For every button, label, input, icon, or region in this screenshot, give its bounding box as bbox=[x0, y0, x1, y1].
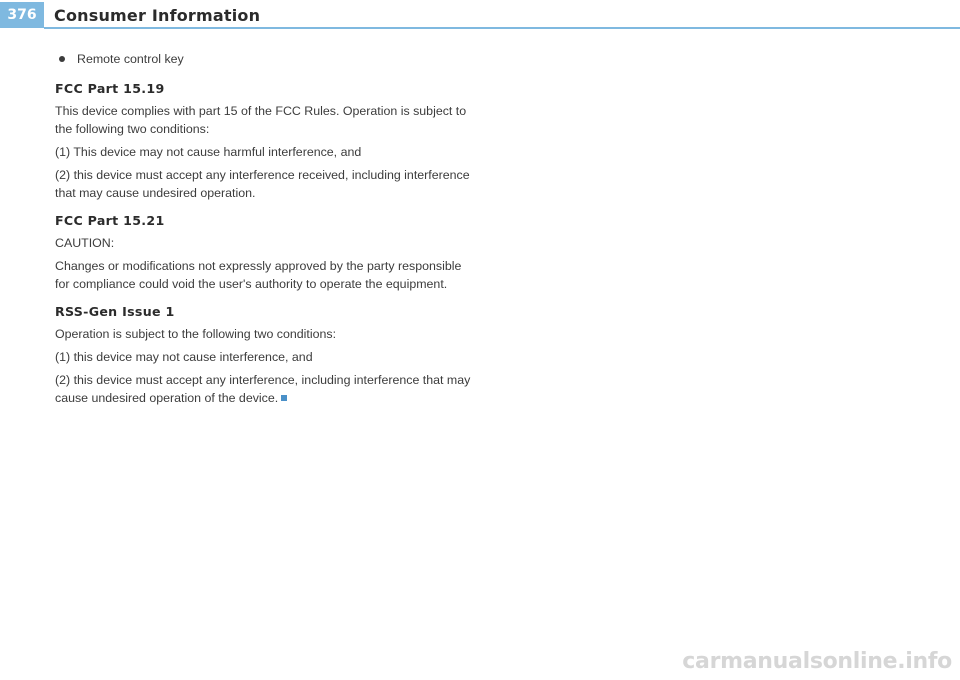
section-rss-gen-issue-1 bbox=[55, 303, 475, 407]
header-divider bbox=[44, 27, 960, 29]
section-heading: FCC Part 15.21 bbox=[55, 213, 165, 228]
section-fcc-part-15-21 bbox=[55, 212, 475, 293]
section-fcc-part-15-19 bbox=[55, 80, 475, 202]
paragraph: Changes or modifications not expressly approved by the party responsible for compliance could void the user's authority to operate the equipment. bbox=[55, 259, 462, 291]
bullet-text: Remote control key bbox=[77, 52, 184, 66]
bullet-icon bbox=[59, 56, 65, 62]
bullet-item bbox=[55, 50, 475, 68]
page-header bbox=[0, 0, 960, 30]
watermark-logo: carmanualsonline.info bbox=[682, 649, 952, 674]
paragraph: CAUTION: bbox=[55, 236, 115, 250]
page-title: Consumer Information bbox=[54, 6, 261, 25]
section-heading: FCC Part 15.19 bbox=[55, 81, 165, 96]
page-number-badge: 376 bbox=[0, 2, 44, 28]
paragraph: (2) this device must accept any interference received, including interference that may cause undesired operation. bbox=[55, 168, 470, 200]
paragraph: Operation is subject to the following two conditions: bbox=[55, 327, 337, 341]
paragraph-last bbox=[55, 371, 475, 407]
paragraph: (1) this device may not cause interference, and bbox=[55, 350, 313, 364]
page-content bbox=[55, 50, 475, 412]
paragraph: (1) This device may not cause harmful interference, and bbox=[55, 145, 362, 159]
paragraph: This device complies with part 15 of the FCC Rules. Operation is subject to the following two conditions: bbox=[55, 104, 467, 136]
paragraph-text: (2) this device must accept any interference, including interference that may cause undesired operation of the device. bbox=[55, 373, 471, 405]
section-heading: RSS-Gen Issue 1 bbox=[55, 304, 175, 319]
end-of-section-icon bbox=[281, 395, 287, 401]
